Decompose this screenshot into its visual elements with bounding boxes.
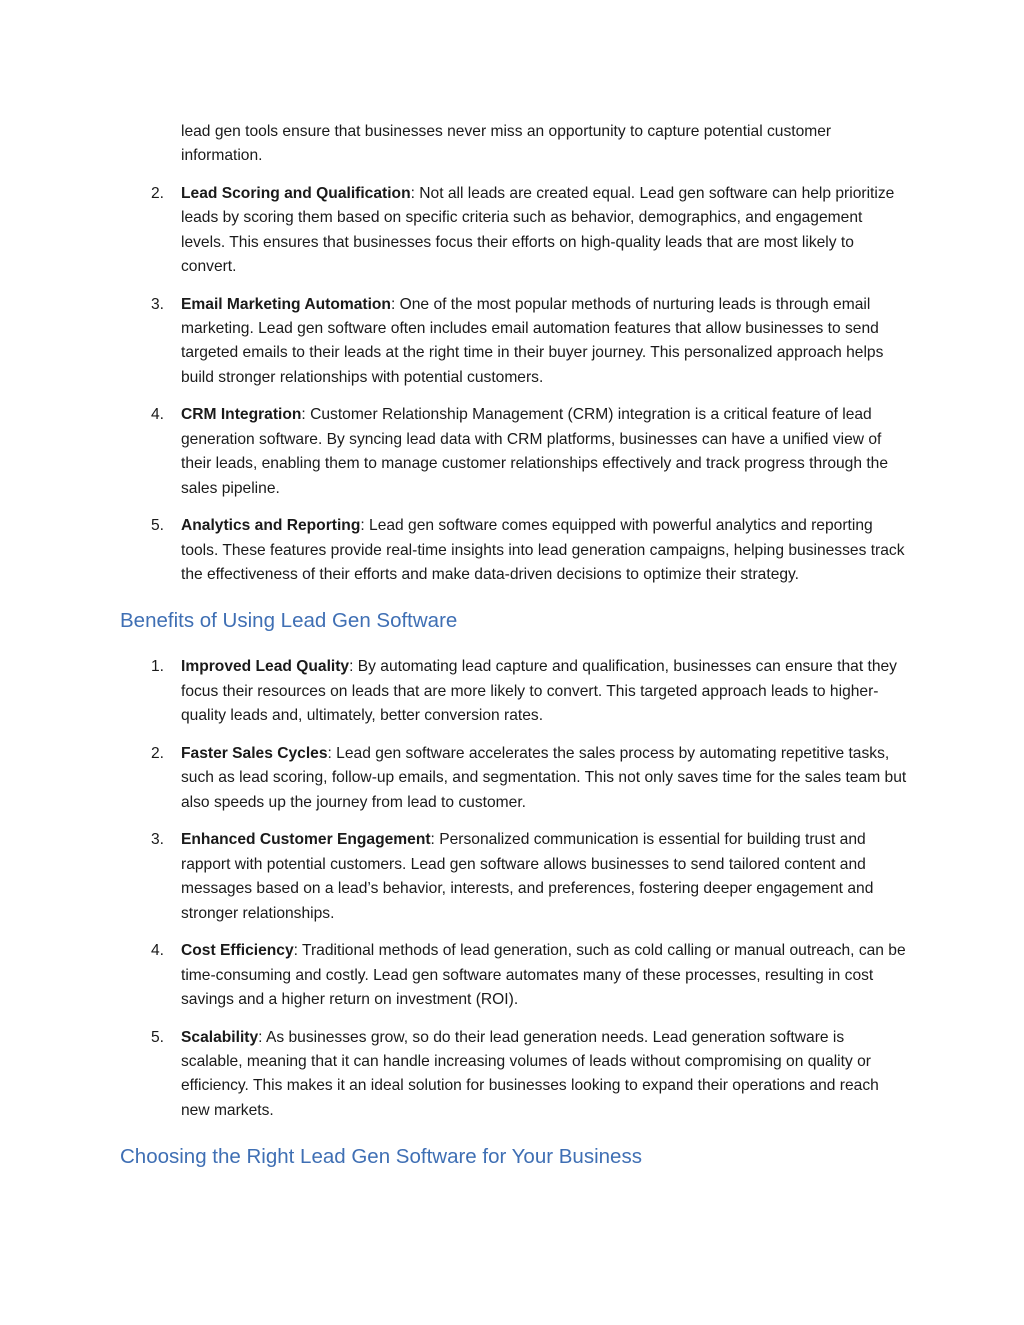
list-item-body [181,403,910,501]
section-heading-choosing: Choosing the Right Lead Gen Software for Your Business [120,1145,642,1169]
list-item [120,742,910,815]
list-item [120,655,910,728]
list-item [120,403,910,501]
page-content [120,120,910,1191]
list-item-term: Scalability [181,1028,259,1046]
intro-continuation: lead gen tools ensure that businesses never miss an opportunity to capture potential customer information. [181,123,832,165]
list-number: 5. [151,517,165,535]
list-item-text: : One of the most popular methods of nurturing leads is through email marketing. Lead gen software often includes email automation features that allow businesses to send targeted emails to their leads at the right time in their buyer journey. This personalized approach helps build stronger relationships with potential customers. [181,295,884,386]
list-item-term: Enhanced Customer Engagement [181,831,431,849]
list-item-body [181,1026,910,1124]
list-item [120,1026,910,1124]
list-item-body [181,514,910,587]
list-item-text: : Lead gen software accelerates the sales process by automating repetitive tasks, such as lead scoring, follow-up emails, and segmentation. This not only saves time for the sales team but also speeds up the journey from lead to customer. [181,744,907,811]
list-item-term: CRM Integration [181,406,302,424]
list-item-text: : Lead gen software comes equipped with powerful analytics and reporting tools. These features provide real-time insights into lead generation campaigns, helping businesses track the effectiveness of their efforts and make data-driven decisions to optimize their strategy. [181,517,905,584]
list-number: 4. [151,406,165,424]
list-number: 1. [151,658,165,676]
list-item-text: : Personalized communication is essential for building trust and rapport with potential customers. Lead gen software allows businesses to send tailored content and messages based on a lead’s behavior, interests, and preferences, fostering deeper engagement and stronger relationships. [181,831,874,922]
list-item [120,514,910,587]
list-item-body [181,939,910,1012]
list-item [120,182,910,280]
list-number: 2. [151,184,165,202]
list-item-term: Email Marketing Automation [181,295,391,313]
list-item-text: : Not all leads are created equal. Lead gen software can help prioritize leads by scoring them based on specific criteria such as behavior, demographics, and engagement levels. This ensures that businesses focus their efforts on high-quality leads that are most likely to convert. [181,184,895,276]
list-number: 3. [151,295,165,313]
list-item-term: Improved Lead Quality [181,658,350,676]
list-item-term: Cost Efficiency [181,942,294,960]
list-item [120,828,910,926]
features-list [120,182,910,588]
list-number: 4. [151,942,165,960]
list-item-body [181,828,910,926]
list-item-text: : Traditional methods of lead generation, such as cold calling or manual outreach, can be time-consuming and costly. Lead gen software automates many of these processes, resulting in cost savings and a higher return on investment (ROI). [181,942,906,1008]
list-item [120,293,910,391]
list-item-term: Faster Sales Cycles [181,744,328,762]
list-item-text: : As businesses grow, so do their lead generation needs. Lead generation software is scalable, meaning that it can handle increasing volumes of leads without compromising on quality or efficiency. This makes it an ideal solution for businesses looking to expand their operations and reach new markets. [181,1028,879,1119]
list-item-term: Lead Scoring and Qualification [181,184,411,202]
list-item-text: : By automating lead capture and qualification, businesses can ensure that they focus their resources on leads that are more likely to convert. This targeted approach leads to higher-quality leads and, ultimately, better conversion rates. [181,658,897,725]
list-item-body [181,655,910,728]
list-item-body [181,182,910,280]
list-item [120,939,910,1012]
list-item-term: Analytics and Reporting [181,517,361,535]
list-item-body [181,293,910,391]
list-number: 5. [151,1028,165,1046]
list-number: 2. [151,744,165,762]
section-heading-benefits: Benefits of Using Lead Gen Software [120,609,458,633]
benefits-list [120,655,910,1123]
list-item-text: : Customer Relationship Management (CRM) integration is a critical feature of lead generation software. By syncing lead data with CRM platforms, businesses can have a unified view of their leads, enabling them to manage customer relationships effectively and track progress through the sales pipeline. [181,406,889,497]
list-item-body [181,742,910,815]
list-number: 3. [151,831,165,849]
